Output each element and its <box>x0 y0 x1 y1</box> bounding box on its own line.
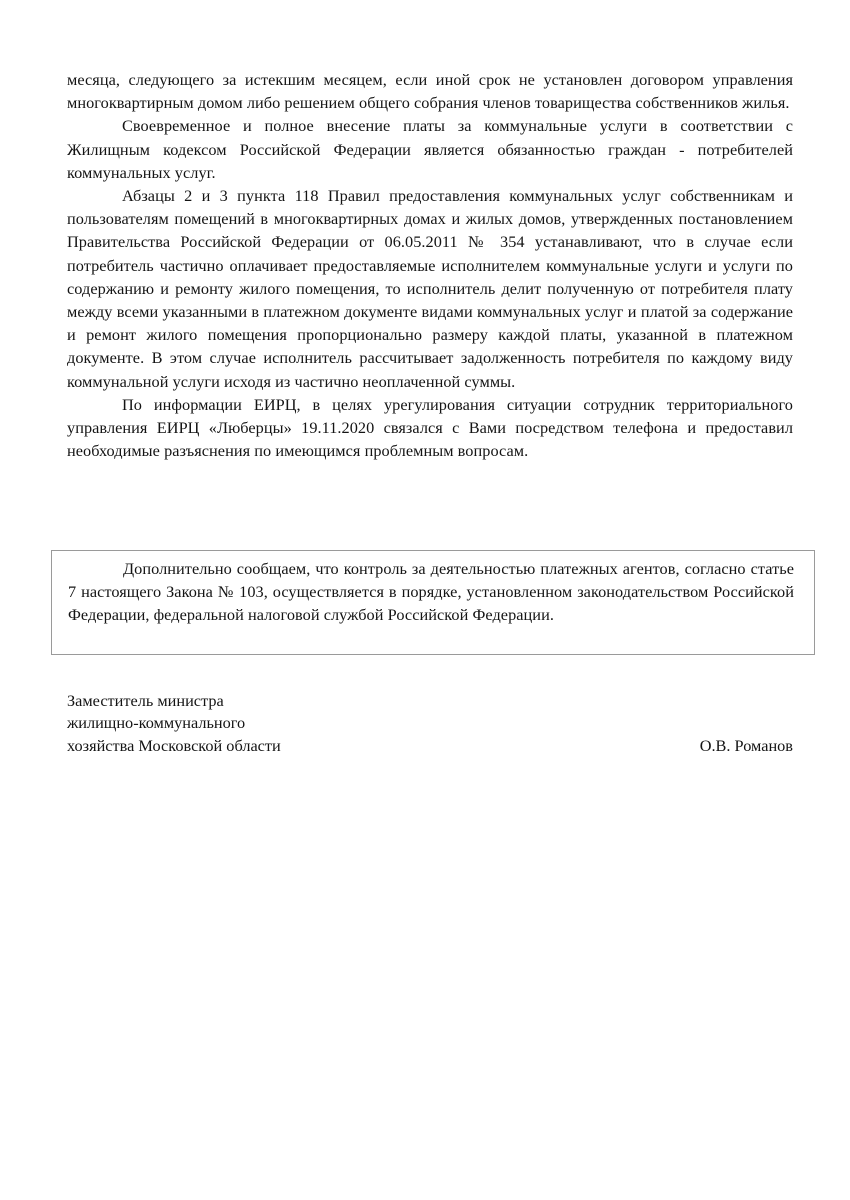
signature-title-line-3: хозяйства Московской области <box>67 735 281 755</box>
paragraph-rules-118: Абзацы 2 и 3 пункта 118 Правил предоставления коммунальных услуг собственникам и пользователям помещений в многоквартирных домах и жилых домов, утвержденных постановлением Правительства Российской Федерации от 06.05.2011 № 354 устанавливают, что в случае если потребитель частично оплачивает предоставляемые исполнителем коммунальные услуги и услуги по содержанию и ремонту жилого помещения, то исполнитель делит полученную от потребителя плату между всеми указанными в платежном документе видами коммунальных услуг и платой за содержание и ремонт жилого помещения пропорционально размеру каждой платы, указанной в платежном документе. В этом случае исполнитель рассчитывает задолженность потребителя по каждому виду коммунальной услуги исходя из частично неоплаченной суммы. <box>67 186 793 391</box>
document-body <box>67 68 793 462</box>
signature-title-row-1 <box>67 690 793 712</box>
boxed-note-content <box>68 557 794 627</box>
signature-title-line-1: Заместитель министра <box>67 691 224 710</box>
signatory-name: О.В. Романов <box>699 735 793 755</box>
paragraph-continuation: месяца, следующего за истекшим месяцем, если иной срок не установлен договором управления многоквартирным домом либо решением общего собрания членов товарищества собственников жилья. <box>67 70 793 113</box>
paragraph-eirc-contact: По информации ЕИРЦ, в целях урегулирования ситуации сотрудник территориального управления ЕИРЦ «Люберцы» 19.11.2020 связался с Вами посредством телефона и предоставил необходимые разъяснения по имеющимся проблемным вопросам. <box>67 394 793 461</box>
paragraph-payment-agents-control: Дополнительно сообщаем, что контроль за деятельностью платежных агентов, согласно статье 7 настоящего Закона № 103, осуществляется в порядке, установленном законодательством Российской Федерации, федеральной налоговой службой Российской Федерации. <box>68 559 794 625</box>
signature-title-row-2 <box>67 712 793 734</box>
signature-block <box>67 690 793 757</box>
signature-title-line-2: жилищно-коммунального <box>67 713 246 733</box>
signature-title-row-3 <box>67 735 793 757</box>
boxed-note-frame <box>51 550 815 655</box>
paragraph-timely-payment: Своевременное и полное внесение платы за коммунальные услуги в соответствии с Жилищным кодексом Российской Федерации является обязанностью граждан - потребителей коммунальных услуг. <box>67 116 793 182</box>
